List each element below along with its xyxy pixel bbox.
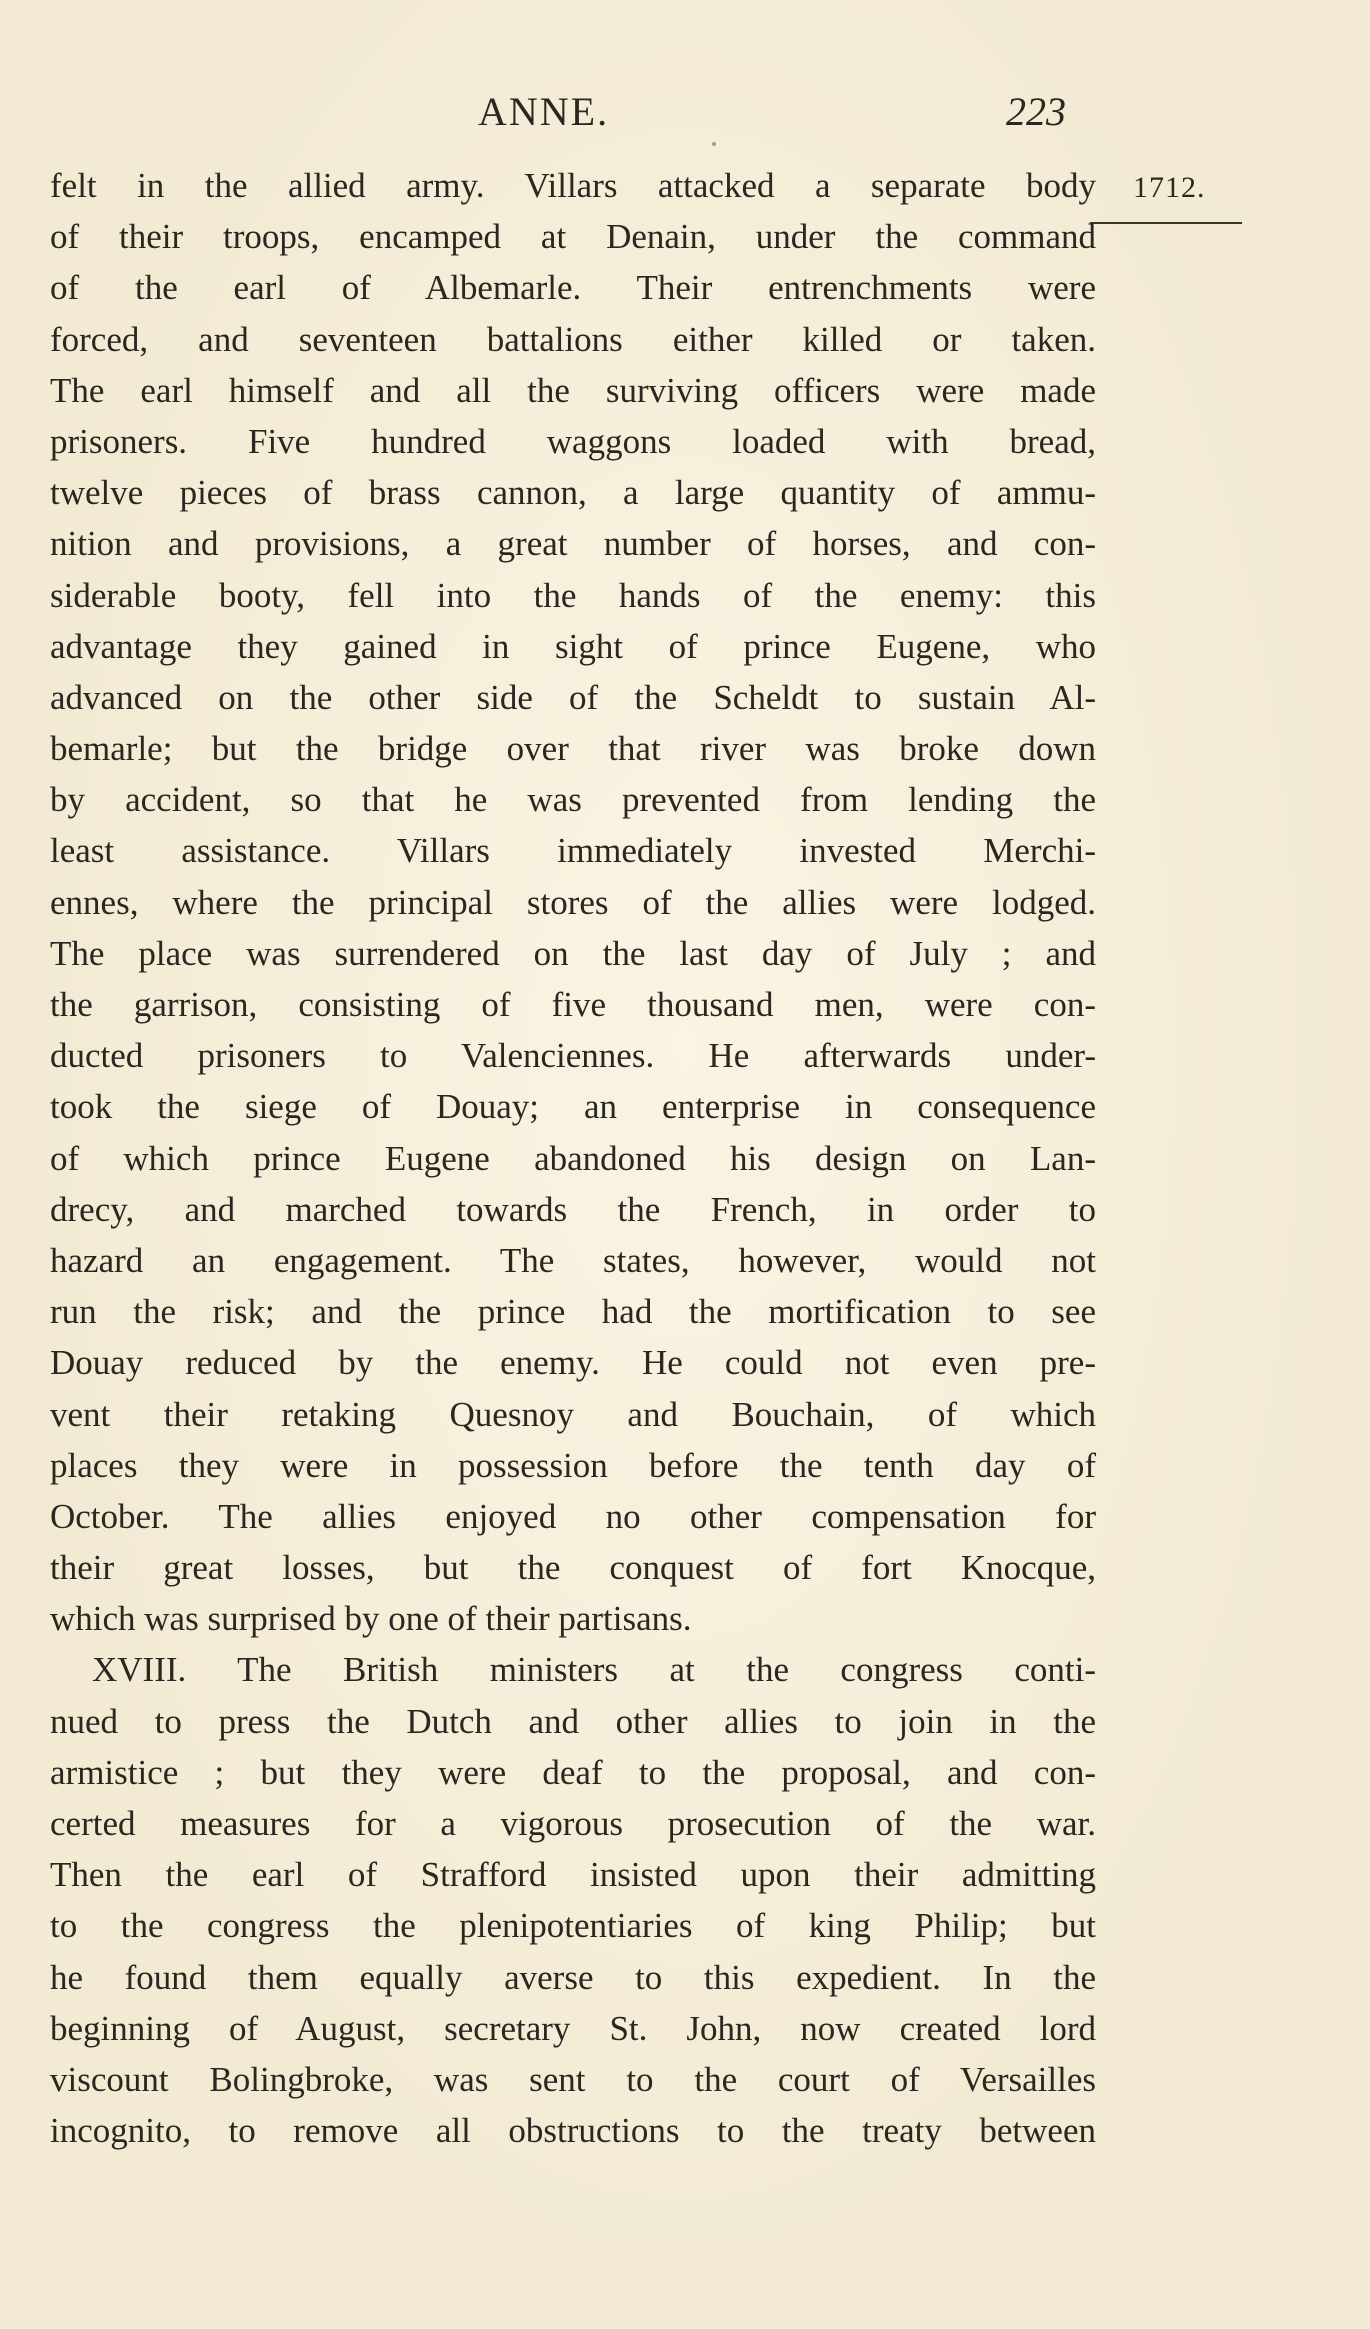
text-line: which was surprised by one of their partisans. <box>50 1599 692 1639</box>
text-line: ennes, where the principal stores of the allies were lodged. <box>50 882 1096 922</box>
text-line: of their troops, encamped at Denain, under the command <box>50 217 1096 257</box>
ink-speck <box>712 142 716 146</box>
section-start-line: XVIII. The British ministers at the congress conti- <box>92 1650 1096 1690</box>
text-line: beginning of August, secretary St. John, now created lord <box>50 2008 1096 2048</box>
text-line: incognito, to remove all obstructions to the treaty between <box>50 2111 1096 2151</box>
text-line: to the congress the plenipotentiaries of king Philip; but <box>50 1906 1096 1946</box>
margin-rule <box>1090 222 1242 224</box>
running-head <box>0 82 1370 142</box>
text-line: of the earl of Albemarle. Their entrenchments were <box>50 268 1096 308</box>
text-line: viscount Bolingbroke, was sent to the court of Versailles <box>50 2059 1096 2099</box>
text-line: hazard an engagement. The states, however, would not <box>50 1240 1096 1280</box>
text-line: vent their retaking Quesnoy and Bouchain, of which <box>50 1394 1096 1434</box>
text-line: felt in the allied army. Villars attacked a separate body <box>50 166 1096 205</box>
text-line: run the risk; and the prince had the mortification to see <box>50 1292 1096 1332</box>
header-title: ANNE. <box>478 89 610 134</box>
text-line: advanced on the other side of the Scheldt to sustain Al- <box>50 677 1096 717</box>
text-line: Then the earl of Strafford insisted upon their admitting <box>50 1855 1096 1895</box>
text-line: ducted prisoners to Valenciennes. He afterwards under- <box>50 1036 1096 1076</box>
text-line: nued to press the Dutch and other allies to join in the <box>50 1701 1096 1741</box>
text-line: nition and provisions, a great number of horses, and con- <box>50 524 1096 564</box>
text-line: took the siege of Douay; an enterprise in consequence <box>50 1087 1096 1127</box>
text-line: he found them equally averse to this expedient. In the <box>50 1957 1096 1997</box>
text-line: armistice ; but they were deaf to the proposal, and con- <box>50 1752 1096 1792</box>
body-text <box>50 160 1096 2156</box>
text-line: least assistance. Villars immediately invested Merchi- <box>50 831 1096 871</box>
text-line: their great losses, but the conquest of fort Knocque, <box>50 1548 1096 1588</box>
text-line: places they were in possession before the tenth day of <box>50 1445 1096 1485</box>
text-line: forced, and seventeen battalions either killed or taken. <box>50 319 1096 359</box>
text-line: the garrison, consisting of five thousand men, were con- <box>50 985 1096 1024</box>
text-line: by accident, so that he was prevented from lending the <box>50 780 1096 820</box>
text-line: of which prince Eugene abandoned his design on Lan- <box>50 1138 1096 1178</box>
page-number: 223 <box>1006 89 1066 134</box>
text-line: advantage they gained in sight of prince Eugene, who <box>50 626 1096 666</box>
text-line: bemarle; but the bridge over that river was broke down <box>50 729 1096 769</box>
text-line: The earl himself and all the surviving officers were made <box>50 370 1096 410</box>
margin-year-note: 1712. <box>1133 171 1206 204</box>
text-line: prisoners. Five hundred waggons loaded with bread, <box>50 421 1096 461</box>
text-line: twelve pieces of brass cannon, a large quantity of ammu- <box>50 473 1096 513</box>
text-line: drecy, and marched towards the French, in order to <box>50 1189 1096 1229</box>
text-line: October. The allies enjoyed no other compensation for <box>50 1496 1096 1536</box>
text-line: Douay reduced by the enemy. He could not even pre- <box>50 1343 1096 1383</box>
text-line: The place was surrendered on the last day of July ; and <box>50 933 1096 973</box>
text-line: certed measures for a vigorous prosecution of the war. <box>50 1804 1096 1843</box>
text-line: siderable booty, fell into the hands of the enemy: this <box>50 575 1096 615</box>
